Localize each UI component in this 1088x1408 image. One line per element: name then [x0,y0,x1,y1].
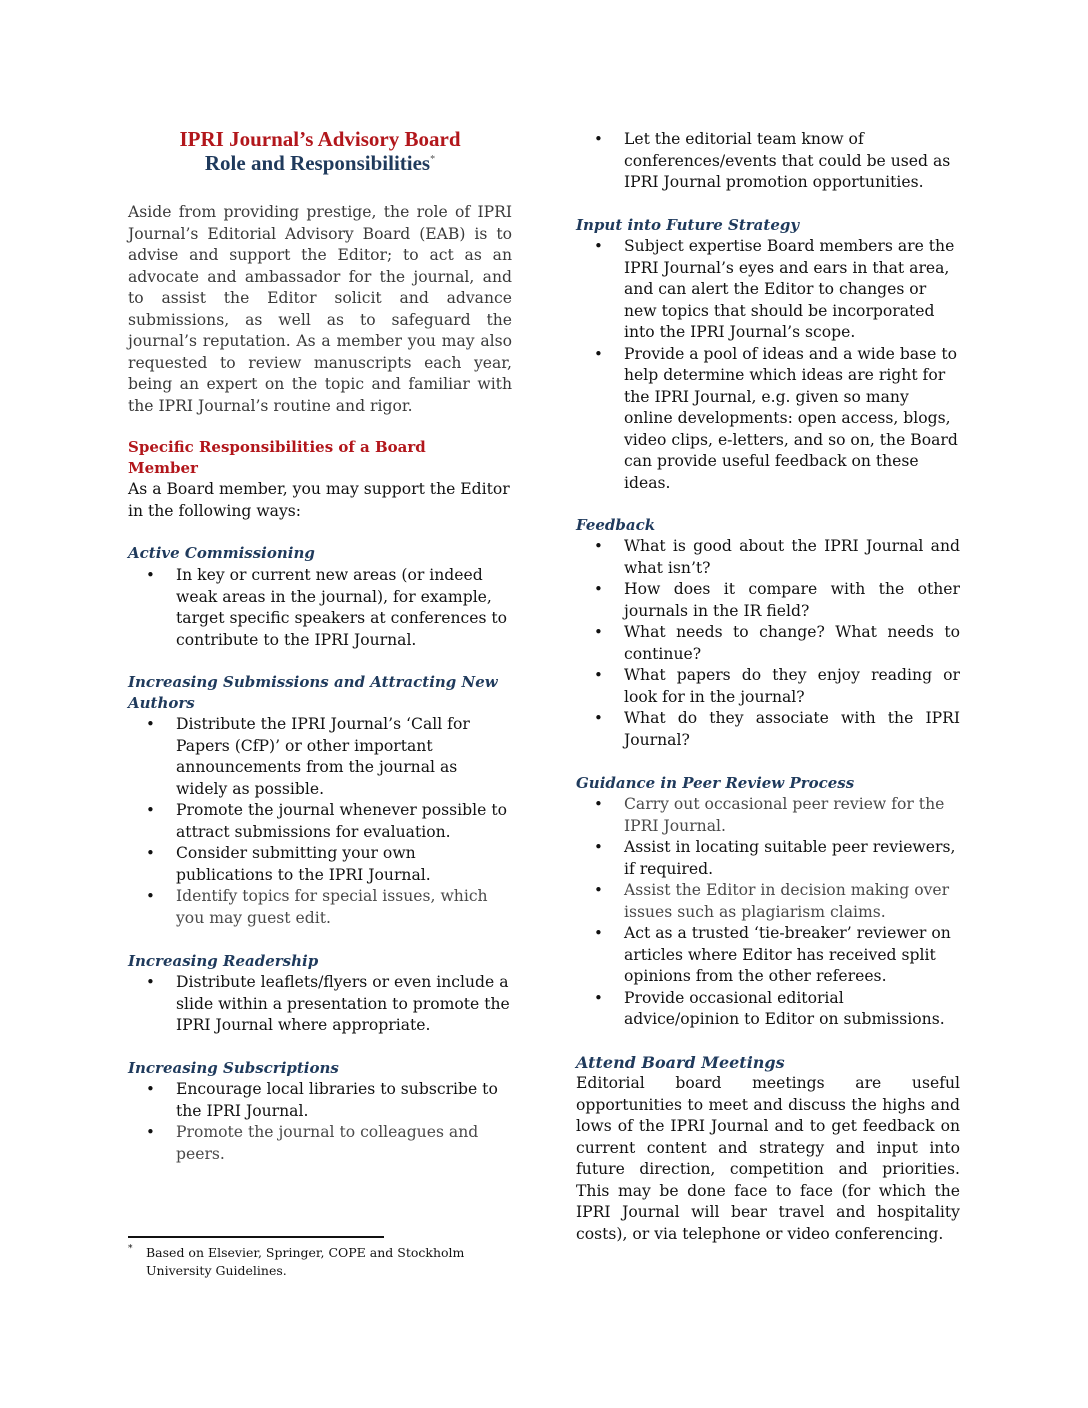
bullet-icon: • [594,795,603,813]
specific-heading: Specific Responsibilities of a Board Member [128,438,426,477]
bullet-icon: • [594,838,603,856]
document-title: IPRI Journal’s Advisory Board [179,127,461,151]
bullet-icon: • [146,1080,155,1098]
list-item [576,880,960,923]
list-item [576,923,960,988]
board-meetings-heading: Attend Board Meetings [576,1053,785,1072]
increasing-readership-list [128,972,512,1037]
bullet-icon: • [594,130,603,148]
specific-text: As a Board member, you may support the Editor in the following ways: [128,480,510,520]
bullet-icon: • [594,924,603,942]
board-meetings-text: Editorial board meetings are useful opportunities to meet and discuss the highs and lows of the IPRI Journal and to get feedback on current content and strategy and input into future direction, competition and priorities. This may be done face to face (for which the IPRI Journal will bear travel and hospitality costs), or via telephone or video conferencing. [576,1074,960,1243]
feedback-list [576,536,960,751]
list-item [128,800,512,843]
list-item-text: Let the editorial team know of conferences/events that could be used as IPRI Journal promotion opportunities. [624,130,951,191]
list-item-text: Provide a pool of ideas and a wide base to help determine which ideas are right for the IPRI Journal, e.g. given so many online developments: open access, blogs, video clips, e-letters, and so on, the Board can provide useful feedback on these ideas. [624,344,958,492]
list-item-text: Identify topics for special issues, which you may guest edit. [176,887,488,927]
list-item-text: Assist the Editor in decision making over issues such as plagiarism claims. [624,881,950,921]
list-item-text: Act as a trusted ‘tie-breaker’ reviewer on articles where Editor has received split opinions from the other referees. [624,924,951,985]
subtitle-text: Role and Responsibilities [204,151,431,175]
bullet-icon: • [594,344,603,363]
footnote-text: Based on Elsevier, Springer, COPE and Stockholm University Guidelines. [146,1245,465,1278]
list-item-text: Distribute leaflets/flyers or even include a slide within a presentation to promote the IPRI Journal where appropriate. [176,973,510,1034]
increasing-subscriptions-heading: Increasing Subscriptions [128,1059,339,1077]
bullet-icon: • [146,887,155,905]
footnote-mark: * [128,1244,133,1254]
list-item-text: In key or current new areas (or indeed weak areas in the journal), for example, target specific speakers at conferences to contribute to the IPRI Journal. [176,566,508,649]
bullet-icon: • [146,1123,155,1141]
bullet-icon: • [146,566,155,584]
bullet-icon: • [594,881,603,899]
active-commissioning-heading: Active Commissioning [128,544,315,562]
footnote-ref: * [430,154,436,165]
list-item [576,536,960,579]
bullet-icon: • [594,623,603,641]
bullet-icon: • [594,988,603,1007]
list-item [576,236,960,344]
list-item-text: What is good about the IPRI Journal and what isn’t? [624,537,960,577]
list-item [576,344,960,495]
feedback-heading: Feedback [576,516,656,534]
peer-review-heading: Guidance in Peer Review Process [576,774,855,792]
document-subtitle [128,151,512,176]
list-item-text: What needs to change? What needs to continue? [624,623,960,663]
list-item [128,843,512,886]
increasing-submissions-list [128,714,512,929]
list-item-text: Promote the journal whenever possible to attract submissions for evaluation. [176,801,507,841]
increasing-readership-heading: Increasing Readership [128,952,319,970]
list-item [576,665,960,708]
list-item [128,714,512,800]
bullet-icon: • [594,709,603,727]
list-item-text: What do they associate with the IPRI Journal? [624,709,960,749]
list-item-text: What papers do they enjoy reading or look for in the journal? [624,666,960,706]
future-strategy-list [576,236,960,494]
list-item-text: Encourage local libraries to subscribe to the IPRI Journal. [176,1080,498,1120]
list-item [576,708,960,751]
list-item [128,972,512,1037]
increasing-subscriptions-list [128,1079,512,1165]
list-item [576,129,960,194]
list-item-text: Carry out occasional peer review for the IPRI Journal. [624,795,945,835]
right-top-list [576,129,960,194]
list-item-text: Consider submitting your own publications to the IPRI Journal. [176,844,431,884]
bullet-icon: • [594,237,603,255]
intro-paragraph: Aside from providing prestige, the role of IPRI Journal’s Editorial Advisory Board (EAB) is to advise and support the Editor; to act as an advocate and ambassador for the journal, and to assist the Editor solicit and advance submissions, as well as to safeguard the journal’s reputation. As a member you may also requested to review manuscripts each year, being an expert on the topic and familiar with the IPRI Journal’s routine and rigor. [128,203,512,415]
list-item-text: Subject expertise Board members are the IPRI Journal’s eyes and ears in that area, and can alert the Editor to changes or new topics that should be incorporated into the IPRI Journal’s scope. [624,237,955,341]
increasing-submissions-heading: Increasing Submissions and Attracting New Authors [128,673,498,712]
list-item [576,579,960,622]
list-item-text: How does it compare with the other journals in the IR field? [624,580,960,620]
bullet-icon: • [146,801,155,819]
bullet-icon: • [146,973,155,991]
list-item-text: Distribute the IPRI Journal’s ‘Call for Papers (CfP)’ or other important announcements from the journal as widely as possible. [176,715,470,798]
list-item [576,622,960,665]
future-strategy-heading: Input into Future Strategy [576,216,800,234]
list-item [128,1079,512,1122]
list-item [128,886,512,929]
bullet-icon: • [594,537,603,555]
footnote-divider [128,1236,384,1238]
list-item [576,837,960,880]
bullet-icon: • [594,666,603,684]
list-item [128,565,512,651]
peer-review-list [576,794,960,1031]
active-commissioning-list [128,565,512,651]
footnote [128,1244,488,1280]
bullet-icon: • [146,844,155,862]
bullet-icon: • [594,580,603,598]
list-item [576,794,960,837]
bullet-icon: • [146,715,155,733]
list-item-text: Assist in locating suitable peer reviewers, if required. [624,838,956,878]
list-item [128,1122,512,1165]
list-item [576,988,960,1031]
list-item-text: Promote the journal to colleagues and peers. [176,1123,479,1163]
list-item-text: Provide occasional editorial advice/opinion to Editor on submissions. [624,988,945,1028]
